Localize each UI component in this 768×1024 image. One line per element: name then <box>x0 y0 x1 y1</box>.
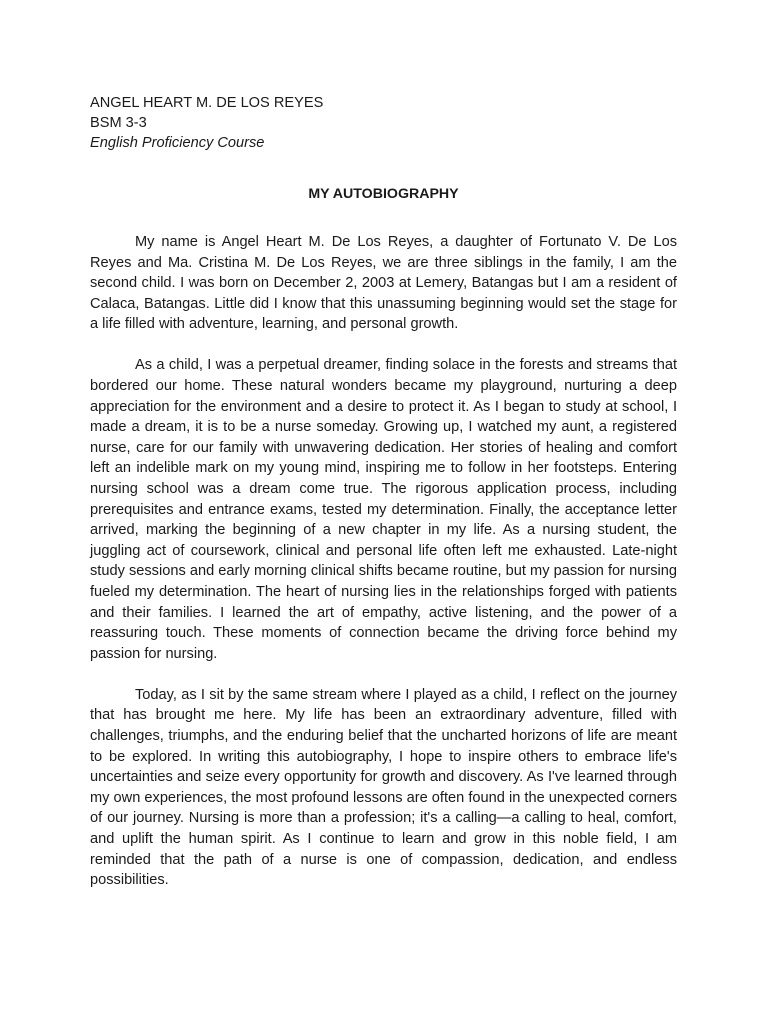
paragraph-1: My name is Angel Heart M. De Los Reyes, a daughter of Fortunato V. De Los Reyes and Ma. Cristina M. De Los Reyes, we are three siblings in the family, I am the second child. I was born on December 2, 2003 at Lemery, Batangas but I am a resident of Calaca, Batangas. Little did I know that this unassuming beginning would set the stage for a life filled with adventure, learning, and personal growth. <box>90 234 677 333</box>
course-name: English Proficiency Course <box>90 135 265 151</box>
body-text <box>90 232 677 891</box>
document-title: MY AUTOBIOGRAPHY <box>308 186 459 202</box>
author-name: ANGEL HEART M. DE LOS REYES <box>90 95 324 111</box>
paragraph-3: Today, as I sit by the same stream where I played as a child, I reflect on the journey that has brought me here. My life has been an extraordinary adventure, filled with challenges, triumphs, and the enduring belief that the uncharted horizons of life are meant to be explored. In writing this autobiography, I hope to inspire others to embrace life's uncertainties and seize every opportunity for growth and discovery. As I've learned through my own experiences, the most profound lessons are often found in the unexpected corners of our journey. Nursing is more than a profession; it's a calling—a calling to heal, comfort, and uplift the human spirit. As I continue to learn and grow in this noble field, I am reminded that the path of a nurse is one of compassion, dedication, and endless possibilities. <box>90 686 677 889</box>
header-block <box>90 93 677 153</box>
section-code: BSM 3-3 <box>90 115 147 131</box>
paragraph-2: As a child, I was a perpetual dreamer, finding solace in the forests and streams that bordered our home. These natural wonders became my playground, nurturing a deep appreciation for the environment and a desire to protect it. As I began to study at school, I made a dream, it is to be a nurse someday. Growing up, I watched my aunt, a registered nurse, care for our family with unwavering dedication. Her stories of healing and comfort left an indelible mark on my young mind, inspiring me to follow in her footsteps. Entering nursing school was a dream come true. The rigorous application process, including prerequisites and entrance exams, tested my determination. Finally, the acceptance letter arrived, marking the beginning of a new chapter in my life. As a nursing student, the juggling act of coursework, clinical and personal life often left me exhausted. Late-night study sessions and early morning clinical shifts became routine, but my passion for nursing fueled my determination. The heart of nursing lies in the relationships forged with patients and their families. I learned the art of empathy, active listening, and the power of a reassuring touch. These moments of connection became the driving force behind my passion for nursing. <box>90 357 677 662</box>
